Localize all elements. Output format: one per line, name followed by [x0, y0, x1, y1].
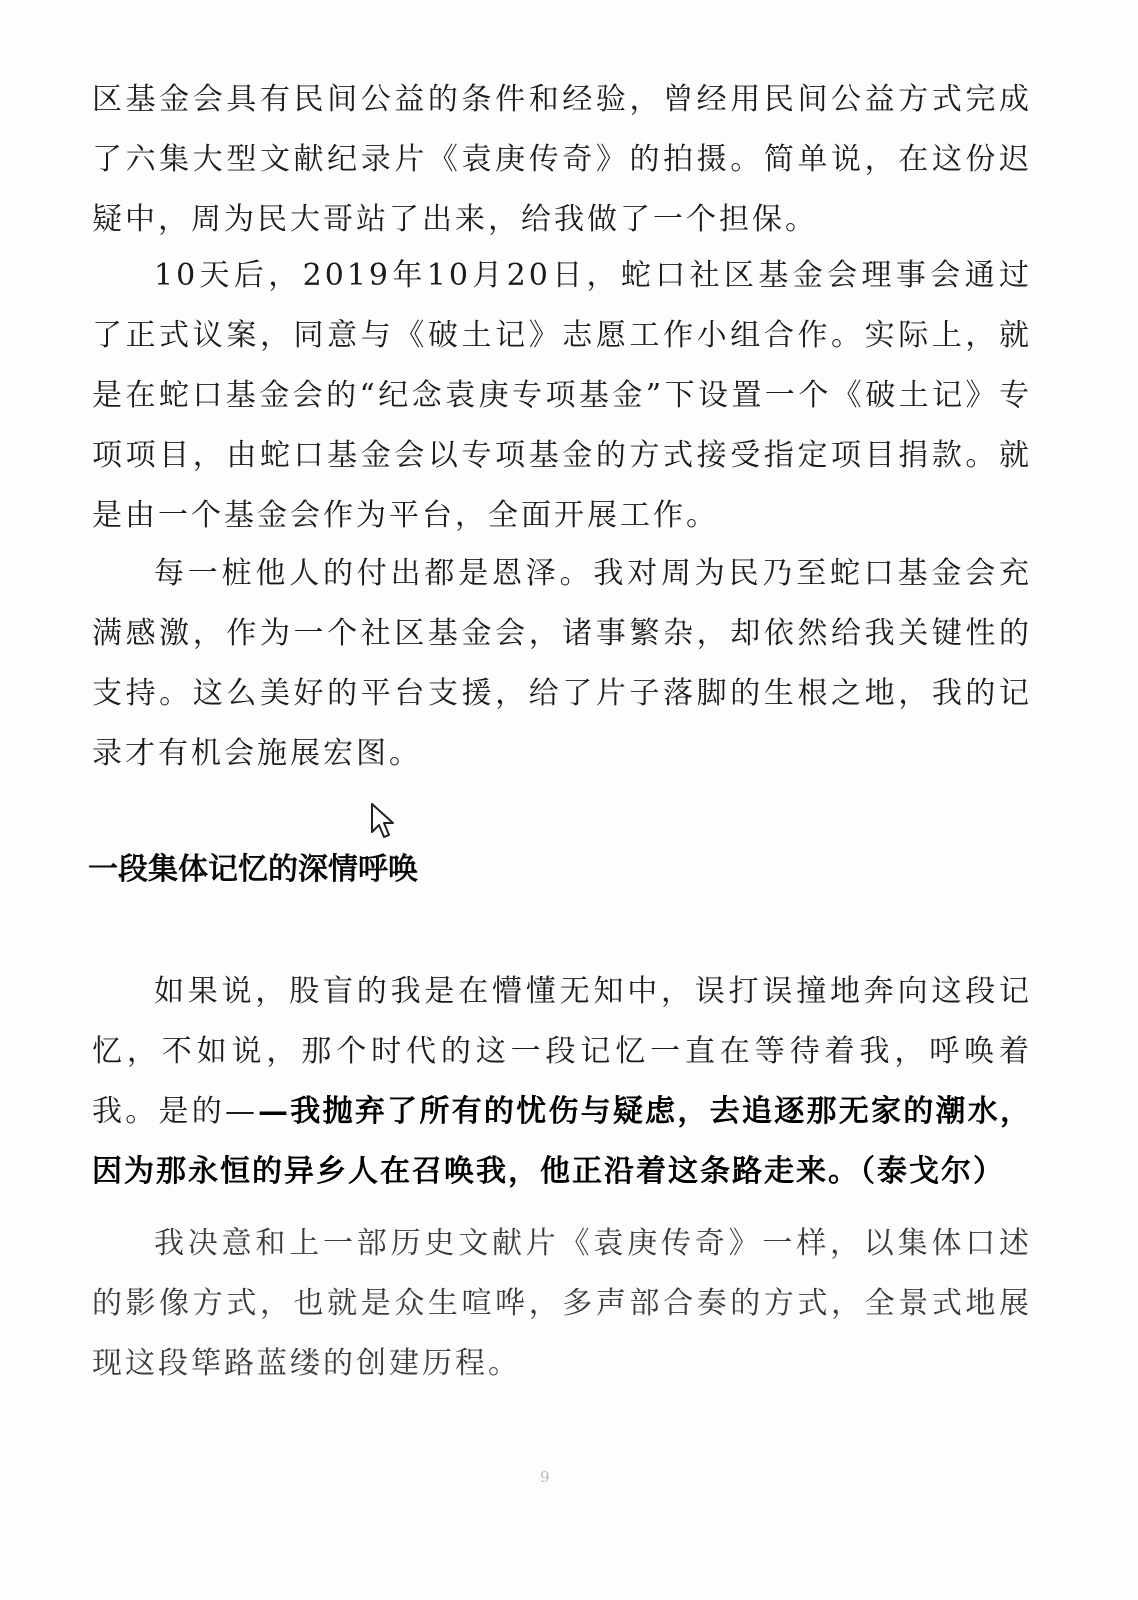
paragraph-4 — [92, 962, 1032, 1202]
paragraph-3: 每一桩他人的付出都是恩泽。我对周为民乃至蛇口基金会充满感激，作为一个社区基金会，诸事繁杂，却依然给我关键性的支持。这么美好的平台支援，给了片子落脚的生根之地，我的记录才有机会施展宏图。 — [92, 556, 1032, 771]
paragraph-4-text: 如果说，股盲的我是在懵懂无知中，误打误撞地奔向这段记忆，不如说，那个时代的这一段记忆一直在等待着我，呼唤着我。是的— — [92, 974, 1032, 1129]
page-number: 9 — [540, 1468, 550, 1486]
paragraph-5: 我决意和上一部历史文献片《袁庚传奇》一样，以集体口述的影像方式，也就是众生喧哗，多声部合奏的方式，全景式地展现这段筚路蓝缕的创建历程。 — [92, 1226, 1032, 1381]
paragraph-2: 10天后，2019年10月20日，蛇口社区基金会理事会通过了正式议案，同意与《破土记》志愿工作小组合作。实际上，就是在蛇口基金会的“纪念袁庚专项基金”下设置一个《破土记》专项项目，由蛇口基金会以专项基金的方式接受指定项目捐款。就是由一个基金会作为平台，全面开展工作。 — [92, 258, 1032, 533]
mouse-pointer-icon — [370, 802, 396, 840]
paragraph-1: 区基金会具有民间公益的条件和经验，曾经用民间公益方式完成了六集大型文献纪录片《袁庚传奇》的拍摄。简单说，在这份迟疑中，周为民大哥站了出来，给我做了一个担保。 — [92, 82, 1032, 237]
section-heading: 一段集体记忆的深情呼唤 — [88, 852, 418, 887]
tagore-quote: —我抛弃了所有的忧伤与疑虑，去追逐那无家的潮水，因为那永恒的异乡人在召唤我，他正沿着这条路走来。（泰戈尔） — [92, 1094, 1033, 1189]
